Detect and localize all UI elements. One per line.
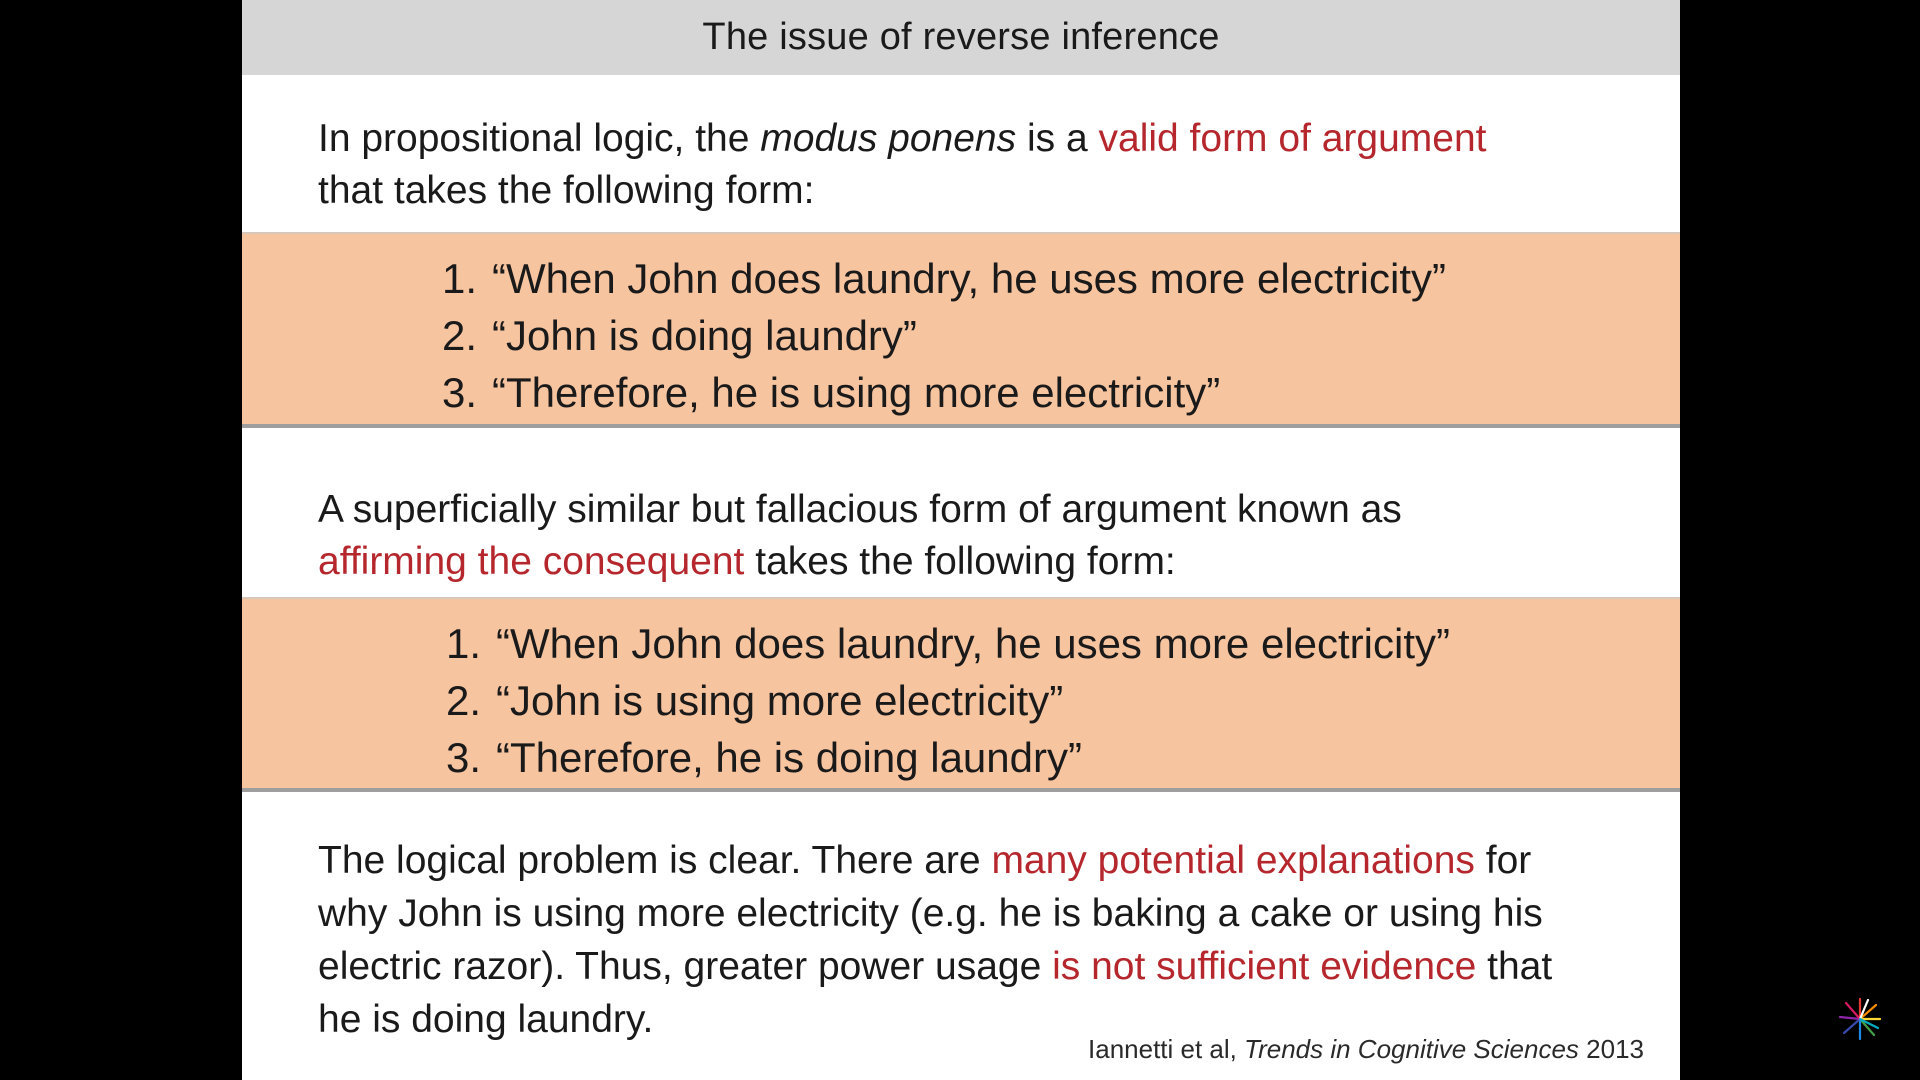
conclusion-text-6: he is doing laundry. xyxy=(318,998,654,1041)
step-number: 1. xyxy=(446,620,482,667)
title-bar xyxy=(242,0,1680,75)
conclusion-text-5: that xyxy=(1476,945,1553,988)
step-number: 2. xyxy=(442,312,478,359)
intro-text-2: is a xyxy=(1016,117,1099,160)
step-text: “Therefore, he is doing laundry” xyxy=(496,734,1082,781)
conclusion-paragraph xyxy=(318,834,1658,1046)
citation xyxy=(1088,1034,1644,1065)
intro-paragraph xyxy=(318,113,1658,217)
slide-title: The issue of reverse inference xyxy=(702,16,1220,58)
intro-term-modus-ponens: modus ponens xyxy=(760,117,1017,160)
step-number: 1. xyxy=(442,255,478,302)
step-number: 2. xyxy=(446,677,482,724)
citation-journal: Trends in Cognitive Sciences xyxy=(1244,1034,1579,1064)
conclusion-text-4: electric razor). Thus, greater power usage xyxy=(318,945,1053,988)
step-number: 3. xyxy=(442,369,478,416)
list-item xyxy=(442,307,1446,364)
conclusion-highlight-explanations: many potential explanations xyxy=(991,839,1475,882)
step-text: “When John does laundry, he uses more electricity” xyxy=(496,620,1450,667)
list-item xyxy=(442,250,1446,307)
conclusion-text-3: why John is using more electricity (e.g. he is baking a cake or using his xyxy=(318,892,1543,935)
list-item xyxy=(446,672,1450,729)
conclusion-text-1: The logical problem is clear. There are xyxy=(318,839,992,882)
step-text: “When John does laundry, he uses more electricity” xyxy=(492,255,1446,302)
list-item xyxy=(442,364,1446,421)
conclusion-text-2: for xyxy=(1474,839,1532,882)
citation-year: 2013 xyxy=(1578,1034,1644,1064)
presentation-slide xyxy=(242,0,1680,1080)
fallacy-paragraph xyxy=(318,484,1658,588)
step-number: 3. xyxy=(446,734,482,781)
intro-text-1: In propositional logic, the xyxy=(318,117,761,160)
step-text: “Therefore, he is using more electricity” xyxy=(492,369,1221,416)
step-text: “John is using more electricity” xyxy=(496,677,1064,724)
affirming-consequent-box xyxy=(242,597,1680,792)
modus-ponens-list xyxy=(442,250,1446,421)
list-item xyxy=(446,615,1450,672)
fallacy-text-1: A superficially similar but fallacious form of argument known as xyxy=(318,488,1402,531)
step-text: “John is doing laundry” xyxy=(492,312,917,359)
fallacy-highlight-affirming: affirming the consequent xyxy=(318,540,745,583)
modus-ponens-box xyxy=(242,232,1680,428)
fallacy-text-2: takes the following form: xyxy=(744,540,1176,583)
intro-highlight-valid-form: valid form of argument xyxy=(1098,117,1487,160)
affirming-consequent-list xyxy=(446,615,1450,786)
conclusion-highlight-insufficient: is not sufficient evidence xyxy=(1052,945,1477,988)
list-item xyxy=(446,729,1450,786)
intro-text-3: that takes the following form: xyxy=(318,169,815,212)
citation-authors: Iannetti et al, xyxy=(1088,1034,1245,1064)
starburst-logo-icon xyxy=(1838,997,1882,1041)
